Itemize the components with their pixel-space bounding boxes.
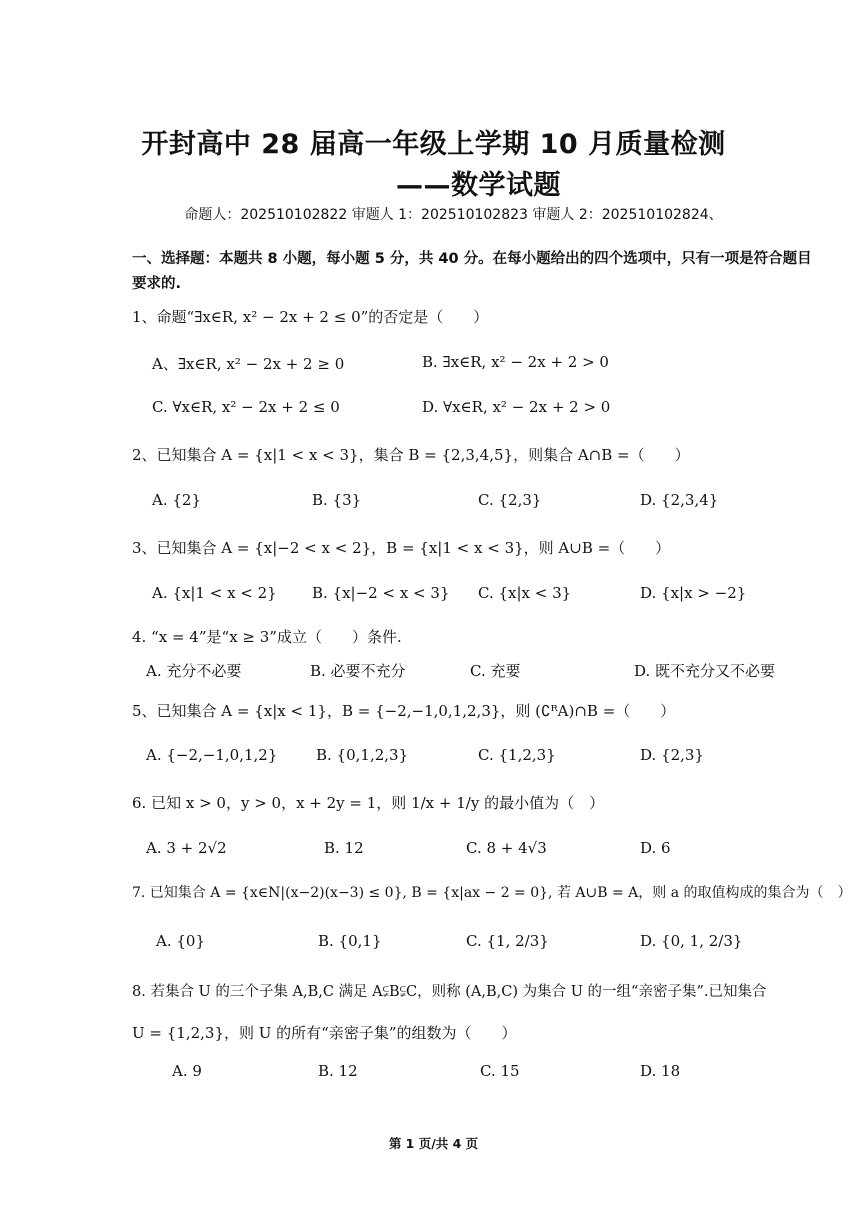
section-heading: 一、选择题：本题共 8 小题，每小题 5 分，共 40 分。在每小题给出的四个选项中，只有一项是符合题目要求的.	[132, 251, 812, 292]
question-6-option-c: C. 8 + 4√3	[466, 839, 547, 857]
question-3-stem: 3、已知集合 A = {x|−2 < x < 2}，B = {x|1 < x < 3}，则 A∪B =（ ）	[132, 539, 671, 557]
question-3-option-d: D. {x|x > −2}	[640, 584, 747, 602]
question-7-option-c: C. {1, 2/3}	[466, 932, 549, 950]
question-4-stem: 4. “x = 4”是“x ≥ 3”成立（ ）条件.	[132, 628, 402, 646]
question-3-option-b: B. {x|−2 < x < 3}	[312, 584, 450, 602]
question-7-option-b: B. {0,1}	[318, 932, 382, 950]
author-line: 命题人：202510102822 审题人 1：202510102823 审题人 2：202510102824、	[184, 207, 723, 223]
question-1-option-d: D. ∀x∈R, x² − 2x + 2 > 0	[422, 398, 611, 416]
question-5-option-d: D. {2,3}	[640, 746, 704, 764]
question-3-option-a: A. {x|1 < x < 2}	[152, 584, 277, 602]
question-6-option-d: D. 6	[640, 839, 671, 857]
question-5-option-c: C. {1,2,3}	[478, 746, 556, 764]
question-2-option-a: A. {2}	[152, 491, 201, 509]
question-4-option-b: B. 必要不充分	[310, 662, 406, 680]
question-4-option-d: D. 既不充分又不必要	[634, 662, 776, 680]
question-3-option-c: C. {x|x < 3}	[478, 584, 572, 602]
question-1-option-a: A、∃x∈R, x² − 2x + 2 ≥ 0	[152, 355, 345, 373]
question-8-stem: 8. 若集合 U 的三个子集 A,B,C 满足 A⫋B⫋C，则称 (A,B,C) 为集合 U 的一组“亲密子集”.已知集合	[132, 984, 767, 1000]
question-5-option-b: B. {0,1,2,3}	[316, 746, 409, 764]
question-2-option-c: C. {2,3}	[478, 491, 542, 509]
question-2-option-d: D. {2,3,4}	[640, 491, 719, 509]
question-6-option-a: A. 3 + 2√2	[146, 839, 227, 857]
question-8-option-b: B. 12	[318, 1062, 358, 1080]
question-5-option-a: A. {−2,−1,0,1,2}	[146, 746, 278, 764]
question-8-option-c: C. 15	[480, 1062, 520, 1080]
question-6-stem: 6. 已知 x > 0，y > 0，x + 2y = 1，则 1/x + 1/y 的最小值为（ ）	[132, 794, 605, 812]
page-footer: 第 1 页/共 4 页	[388, 1136, 479, 1151]
question-8-stem-continued: U = {1,2,3}，则 U 的所有“亲密子集”的组数为（ ）	[132, 1024, 517, 1042]
question-7-stem: 7. 已知集合 A = {x∈N|(x−2)(x−3) ≤ 0}, B = {x|ax − 2 = 0}, 若 A∪B = A，则 a 的取值构成的集合为（ ）	[132, 885, 852, 901]
question-1-stem: 1、命题“∃x∈R, x² − 2x + 2 ≤ 0”的否定是（ ）	[132, 308, 489, 326]
question-2-option-b: B. {3}	[312, 491, 362, 509]
exam-title: 开封高中 28 届高一年级上学期 10 月质量检测	[141, 129, 726, 160]
question-4-option-a: A. 充分不必要	[146, 662, 242, 680]
question-8-option-d: D. 18	[640, 1062, 681, 1080]
question-7-option-a: A. {0}	[156, 932, 205, 950]
question-6-option-b: B. 12	[324, 839, 364, 857]
question-5-stem: 5、已知集合 A = {x|x < 1}，B = {−2,−1,0,1,2,3}，则 (∁ᴿA)∩B =（ ）	[132, 702, 676, 720]
question-8-option-a: A. 9	[172, 1062, 202, 1080]
question-2-stem: 2、已知集合 A = {x|1 < x < 3}，集合 B = {2,3,4,5}，则集合 A∩B =（ ）	[132, 446, 690, 464]
exam-subtitle: ——数学试题	[396, 170, 561, 201]
question-1-option-b: B. ∃x∈R, x² − 2x + 2 > 0	[422, 353, 609, 371]
question-7-option-d: D. {0, 1, 2/3}	[640, 932, 743, 950]
question-1-option-c: C. ∀x∈R, x² − 2x + 2 ≤ 0	[152, 398, 340, 416]
question-4-option-c: C. 充要	[470, 662, 521, 680]
